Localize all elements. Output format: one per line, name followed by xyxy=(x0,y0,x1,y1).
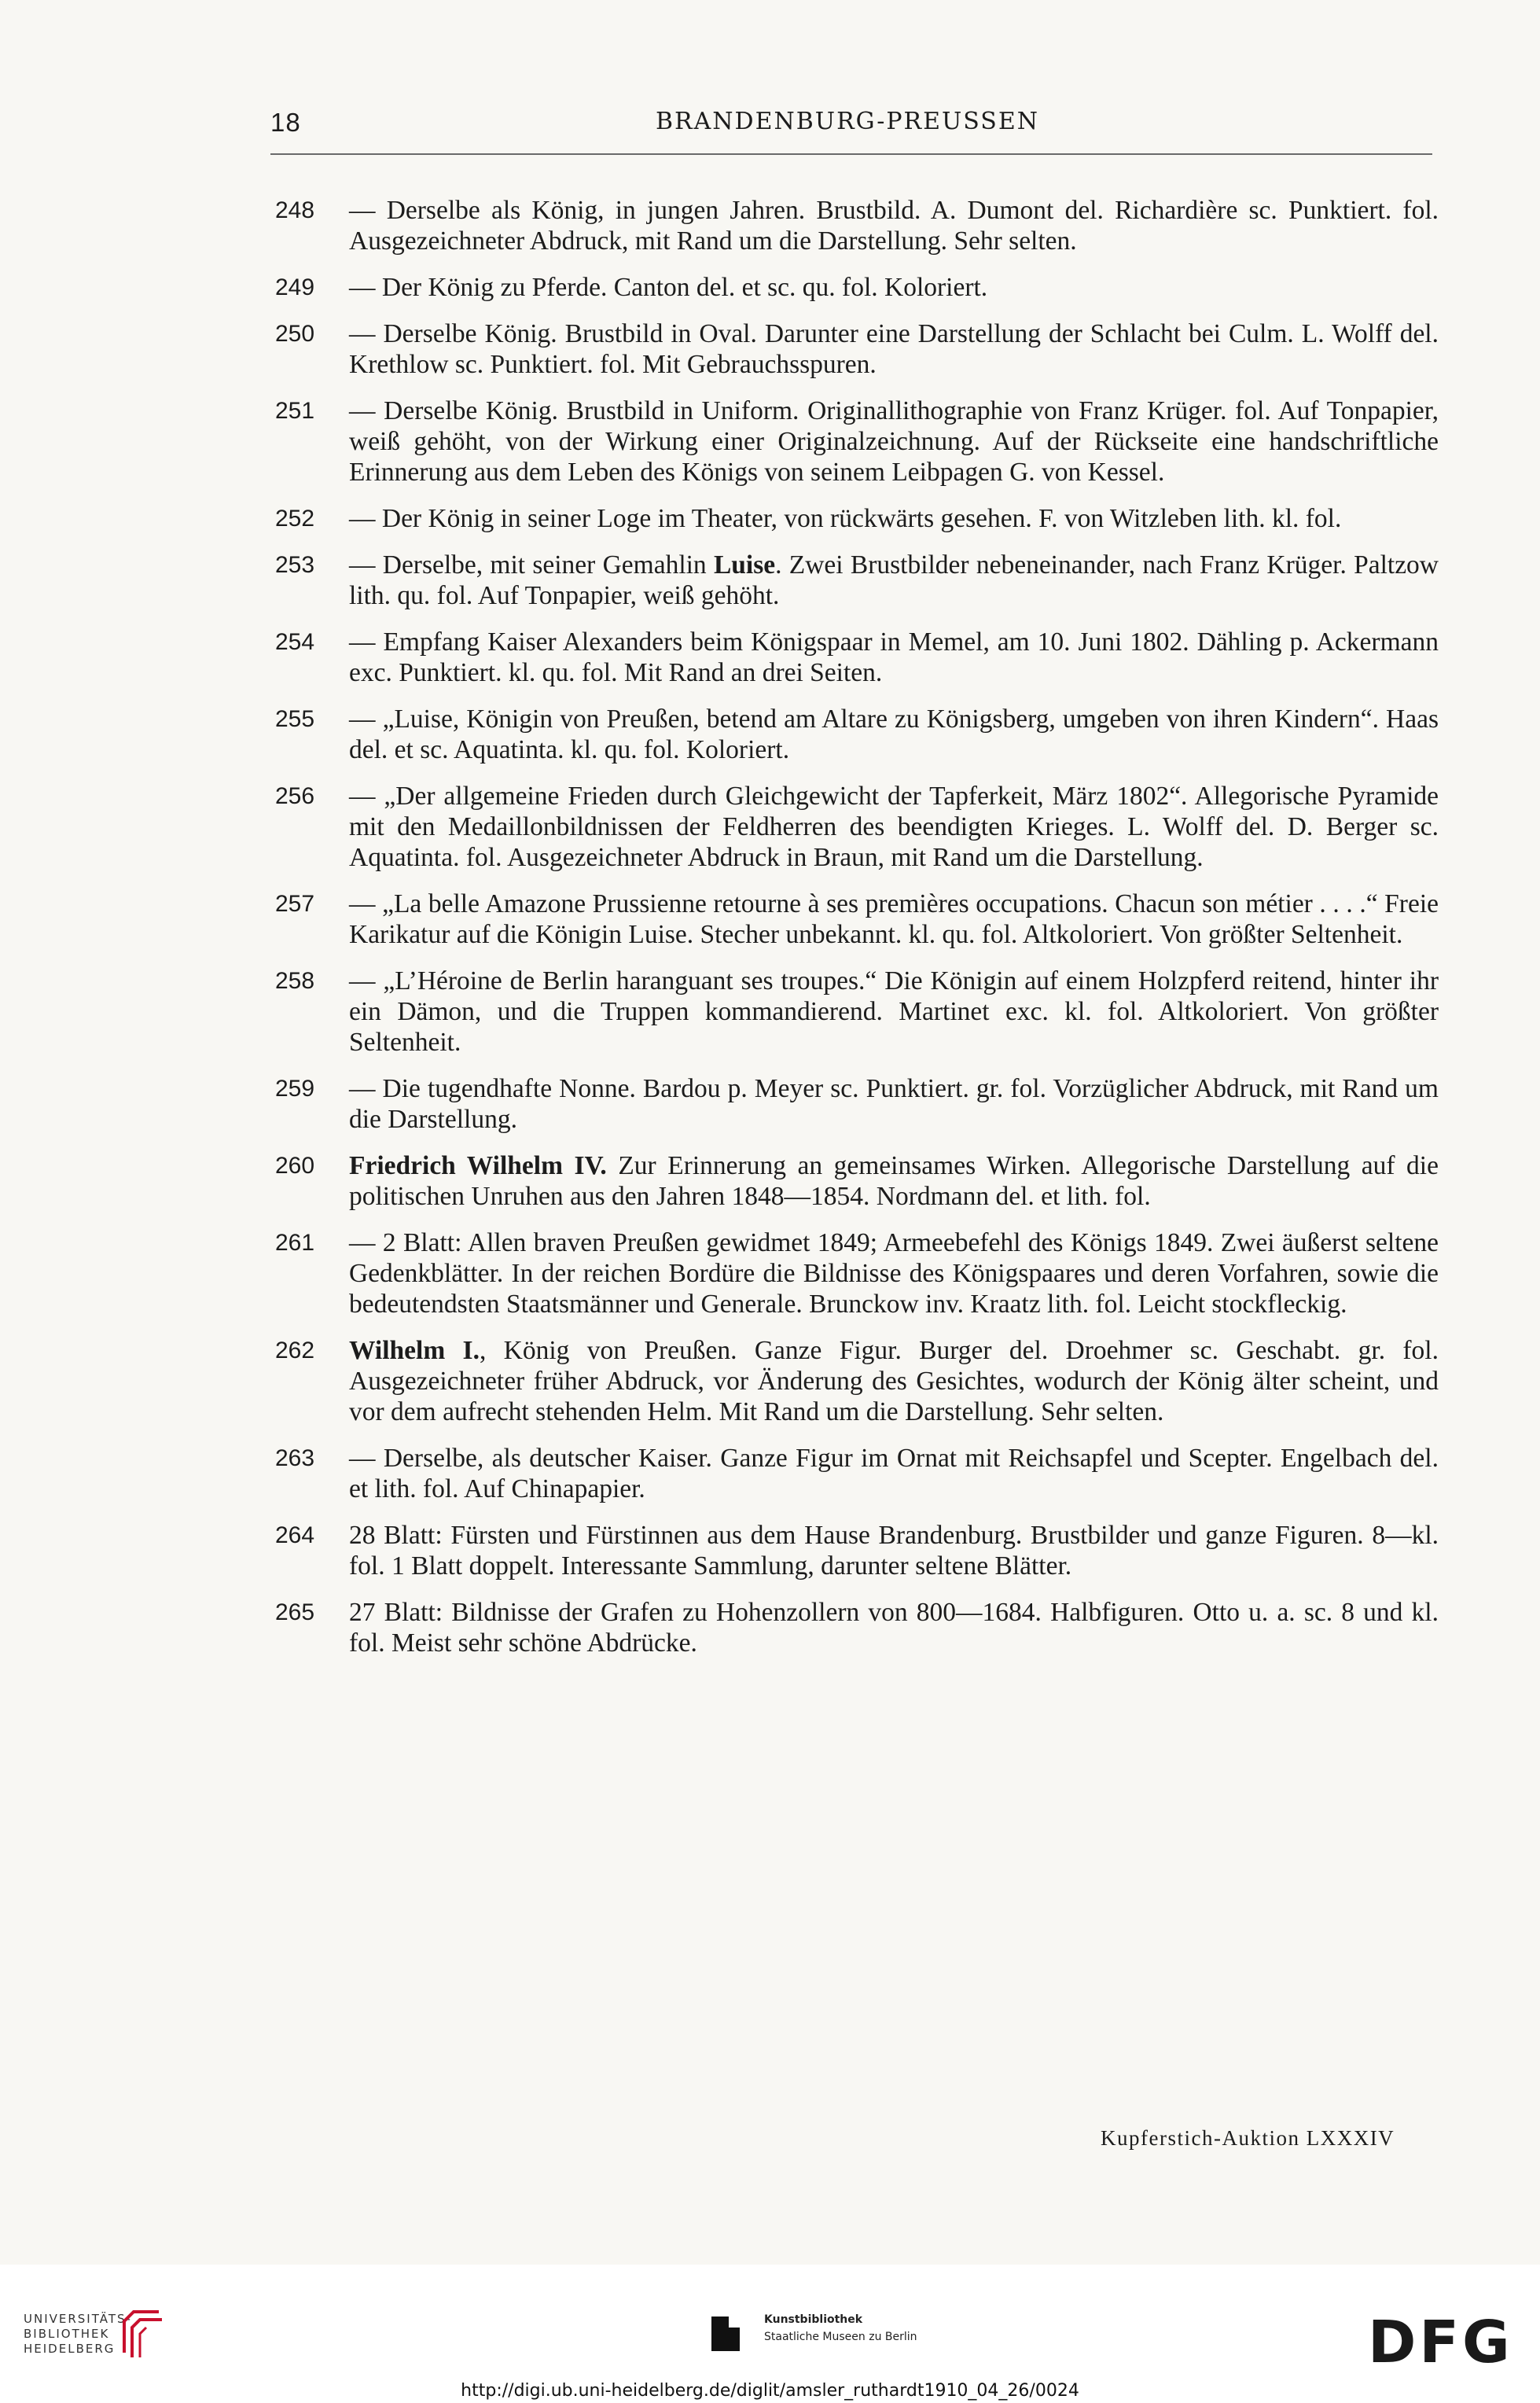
kunstbibliothek-logo-icon[interactable] xyxy=(704,2310,751,2357)
catalog-entry xyxy=(275,1335,1439,1427)
entry-text: — 2 Blatt: Allen braven Preußen gewidmet 1849; Armeebefehl des Königs 1849. Zwei äußerst seltene Gedenkblätter. In der reichen Bordüre die Bildnisse des Königspaares und deren Vorfahren, sowie die bedeutendsten Staatsmänner und Generale. Brunckow inv. Kraatz lith. fol. Leicht stockfleckig. xyxy=(349,1228,1439,1319)
entry-number: 263 xyxy=(275,1445,315,1471)
entry-subject: Friedrich Wilhelm IV. xyxy=(349,1151,607,1180)
entry-number: 261 xyxy=(275,1230,315,1256)
entry-text: — Derselbe König. Brustbild in Oval. Darunter eine Darstellung der Schlacht bei Culm. L. Wolff del. Krethlow sc. Punktiert. fol. Mit Gebrauchsspuren. xyxy=(349,319,1439,379)
entry-text: — Der König in seiner Loge im Theater, von rückwärts gesehen. F. von Witzleben lith. kl. fol. xyxy=(349,504,1342,533)
entry-text: — Der König zu Pferde. Canton del. et sc. qu. fol. Koloriert. xyxy=(349,273,988,302)
catalog-entry xyxy=(275,1443,1439,1504)
entry-text: — Die tugendhafte Nonne. Bardou p. Meyer sc. Punktiert. gr. fol. Vorzüglicher Abdruck, mit Rand um die Darstellung. xyxy=(349,1074,1439,1134)
entry-number: 258 xyxy=(275,968,315,994)
catalog-entry xyxy=(275,550,1439,611)
catalog-entry xyxy=(275,195,1439,256)
catalog-entry xyxy=(275,966,1439,1058)
entry-text: — „L’Héroine de Berlin haranguant ses troupes.“ Die Königin auf einem Holzpferd reitend, hinter ihr ein Dämon, und die Truppen kommandierend. Martinet exc. kl. fol. Altkoloriert. Von größter Seltenheit. xyxy=(349,966,1439,1057)
catalog-entry xyxy=(275,1597,1439,1658)
catalog-entry xyxy=(275,1520,1439,1581)
running-title: BRANDENBURG-PREUSSEN xyxy=(656,108,1040,135)
kunstbibliothek-title: Kunstbibliothek xyxy=(764,2313,863,2326)
catalog-entry xyxy=(275,1073,1439,1135)
entry-number: 252 xyxy=(275,506,315,532)
kunstbibliothek-subtitle: Staatliche Museen zu Berlin xyxy=(764,2331,917,2343)
entry-text: — Derselbe, als deutscher Kaiser. Ganze Figur im Ornat mit Reichsapfel und Scepter. Engelbach del. et lith. fol. Auf Chinapapier. xyxy=(349,1444,1439,1503)
entry-number: 248 xyxy=(275,197,315,223)
entry-number: 265 xyxy=(275,1599,315,1625)
university-line-2: BIBLIOTHEK xyxy=(24,2327,110,2341)
entry-number: 257 xyxy=(275,891,315,917)
catalog-entry xyxy=(275,318,1439,380)
catalog-entry xyxy=(275,889,1439,950)
university-library-logo[interactable] xyxy=(24,2312,132,2357)
page-number: 18 xyxy=(270,108,301,137)
university-line-3: HEIDELBERG xyxy=(24,2342,116,2356)
catalog-entry xyxy=(275,781,1439,873)
entry-number: 249 xyxy=(275,274,315,300)
entry-number: 260 xyxy=(275,1153,315,1179)
catalog-entry xyxy=(275,396,1439,488)
dfg-logo[interactable]: DFG xyxy=(1368,2309,1513,2376)
university-line-1: UNIVERSITÄTS- xyxy=(24,2312,132,2326)
entry-subject: Wilhelm I. xyxy=(349,1336,480,1365)
entry-number: 255 xyxy=(275,706,315,732)
entry-text: 27 Blatt: Bildnisse der Grafen zu Hohenzollern von 800—1684. Halbfiguren. Otto u. a. sc. 8 und kl. fol. Meist sehr schöne Abdrücke. xyxy=(349,1598,1439,1658)
source-url-link[interactable]: http://digi.ub.uni-heidelberg.de/diglit/amsler_ruthardt1910_04_26/0024 xyxy=(461,2381,1079,2401)
entry-number: 259 xyxy=(275,1076,315,1102)
catalog-entry xyxy=(275,1150,1439,1212)
entry-list xyxy=(275,195,1439,1674)
catalog-entry xyxy=(275,272,1439,303)
catalog-signature: Kupferstich-Auktion LXXXIV xyxy=(1101,2126,1395,2150)
catalog-entry xyxy=(275,627,1439,688)
catalog-entry xyxy=(275,503,1439,534)
catalog-entry xyxy=(275,1227,1439,1319)
entry-number: 254 xyxy=(275,629,315,655)
heidelberg-emblem-icon xyxy=(118,2305,165,2361)
page-header xyxy=(270,108,1432,155)
entry-number: 256 xyxy=(275,783,315,809)
entry-text: 28 Blatt: Fürsten und Fürstinnen aus dem Hause Brandenburg. Brustbilder und ganze Figuren. 8—kl. fol. 1 Blatt doppelt. Interessante Sammlung, darunter seltene Blätter. xyxy=(349,1521,1439,1581)
header-rule xyxy=(270,153,1432,155)
entry-text: , König von Preußen. Ganze Figur. Burger del. Droehmer sc. Geschabt. gr. fol. Ausgezeichneter früher Abdruck, vor Änderung des Gesichtes, wodurch der König älter scheint, und vor dem aufrecht stehenden Helm. Mit Rand um die Darstellung. Sehr selten. xyxy=(349,1336,1439,1426)
entry-number: 262 xyxy=(275,1338,315,1363)
catalog-entry xyxy=(275,704,1439,765)
entry-text: — Derselbe als König, in jungen Jahren. Brustbild. A. Dumont del. Richardière sc. Punktiert. fol. Ausgezeichneter Abdruck, mit Rand um die Darstellung. Sehr selten. xyxy=(349,196,1439,256)
entry-text: Zur Erinnerung an gemeinsames Wirken. Allegorische Darstellung auf die politischen Unruhen aus den Jahren 1848—1854. Nordmann del. et lith. fol. xyxy=(349,1151,1439,1211)
entry-text: — „La belle Amazone Prussienne retourne à ses premières occupations. Chacun son métier . . . .“ Freie Karikatur auf die Königin Luise. Stecher unbekannt. kl. qu. fol. Altkoloriert. Von größter Seltenheit. xyxy=(349,889,1439,949)
entry-number: 251 xyxy=(275,398,315,424)
entry-number: 250 xyxy=(275,321,315,347)
entry-text-lead: — Derselbe, mit seiner Gemahlin xyxy=(349,550,714,580)
entry-text: . Zwei Brustbilder nebeneinander, nach Franz Krüger. Paltzow lith. qu. fol. Auf Tonpapier, weiß gehöht. xyxy=(349,550,1439,610)
entry-text: — Empfang Kaiser Alexanders beim Königspaar in Memel, am 10. Juni 1802. Dähling p. Ackermann exc. Punktiert. kl. qu. fol. Mit Rand an drei Seiten. xyxy=(349,627,1439,687)
entry-text: — Derselbe König. Brustbild in Uniform. Originallithographie von Franz Krüger. fol. Auf Tonpapier, weiß gehöht, von der Wirkung einer Originalzeichnung. Auf der Rückseite eine handschriftliche Erinnerung aus dem Leben des Königs von seinem Leibpagen G. von Kessel. xyxy=(349,396,1439,487)
entry-number: 253 xyxy=(275,552,315,578)
entry-text: — „Der allgemeine Frieden durch Gleichgewicht der Tapferkeit, März 1802“. Allegorische Pyramide mit den Medaillonbildnissen der Feldherren des beendigten Krieges. L. Wolff del. D. Berger sc. Aquatinta. fol. Ausgezeichneter Abdruck in Braun, mit Rand um die Darstellung. xyxy=(349,782,1439,872)
entry-text: — „Luise, Königin von Preußen, betend am Altare zu Königsberg, umgeben von ihren Kindern“. Haas del. et sc. Aquatinta. kl. qu. fol. Koloriert. xyxy=(349,705,1439,764)
entry-number: 264 xyxy=(275,1522,315,1548)
entry-subject: Luise xyxy=(713,550,776,580)
